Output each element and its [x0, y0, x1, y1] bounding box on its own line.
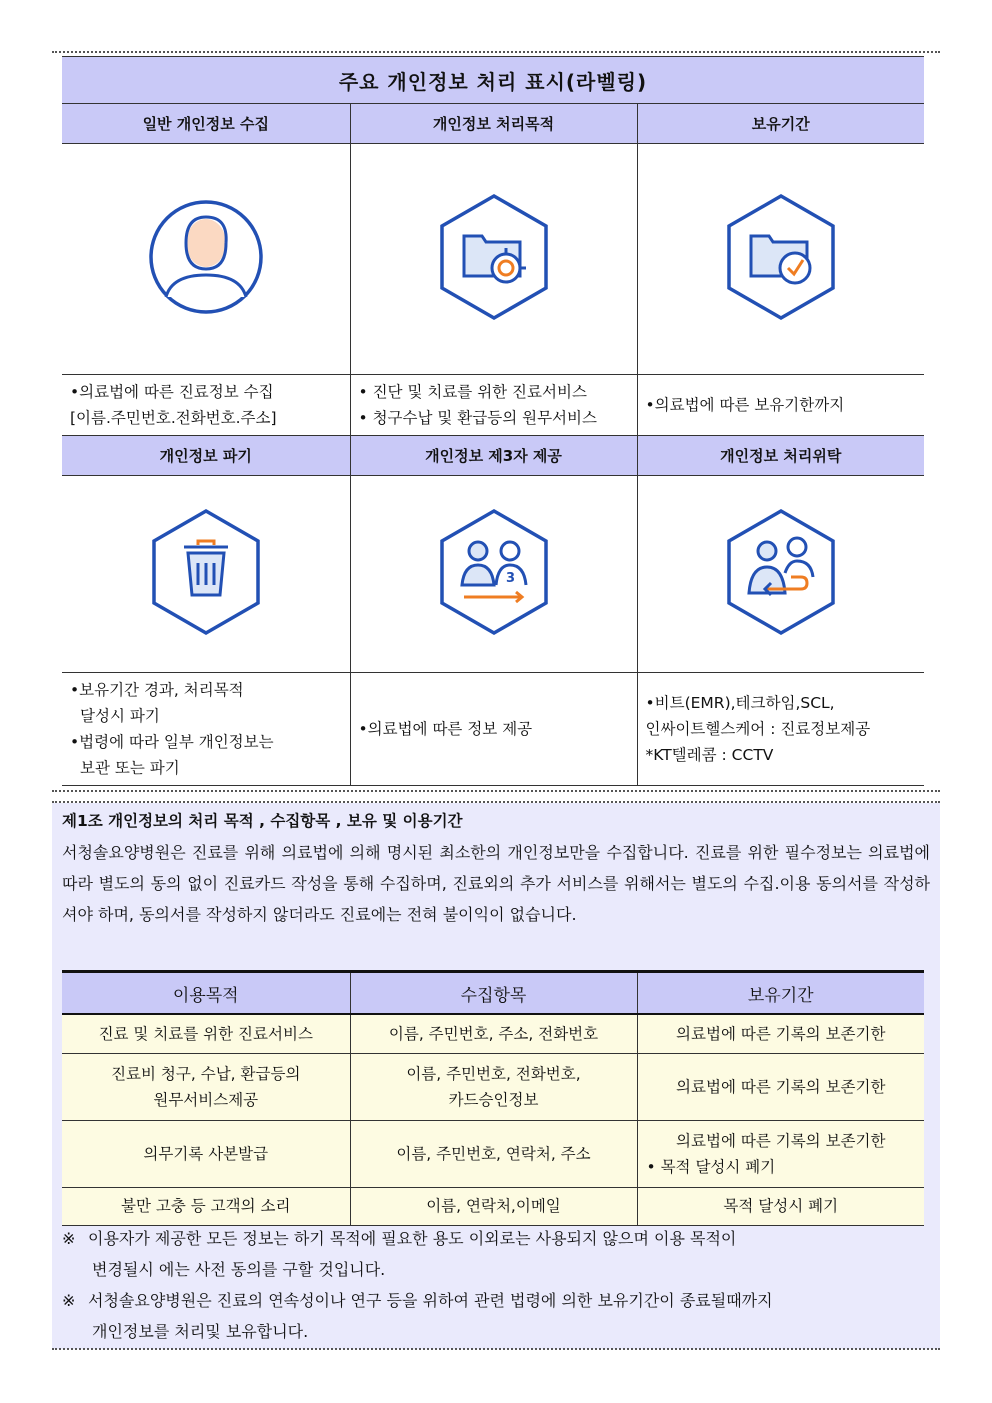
desc-third-party: [350, 673, 637, 786]
table-cell: [350, 1053, 637, 1120]
note-item: [62, 1223, 932, 1285]
note-line: 이용자가 제공한 모든 정보는 하기 목적에 필요한 용도 이외로는 사용되지 않으며 이용 목적이: [88, 1229, 737, 1248]
article-title: 제1조 개인정보의 처리 목적 , 수집항목 , 보유 및 이용기간: [62, 812, 463, 830]
note-line: 변경될시 에는 사전 동의를 구할 것입니다.: [92, 1260, 386, 1279]
header-collection: 일반 개인정보 수집: [62, 104, 350, 144]
desc-outsourcing: [637, 673, 924, 786]
table-cell: 의료법에 따른 기록의 보존기한: [637, 1053, 924, 1120]
table-cell: [637, 1120, 924, 1187]
table-cell: 목적 달성시 폐기: [637, 1187, 924, 1225]
bottom-dotted-divider: [52, 1348, 940, 1350]
header-third-party: 개인정보 제3자 제공: [350, 436, 637, 476]
desc-line: •의료법에 따른 보유기한까지: [645, 396, 845, 414]
cell-line: 진료비 청구, 수납, 환급등의: [111, 1064, 301, 1083]
usage-table: [62, 970, 924, 1226]
desc-line: 달성시 파기: [80, 707, 160, 725]
desc-line: 인싸이트헬스케어 : 진료정보제공: [645, 720, 871, 738]
note-line: 서청솔요양병원은 진료의 연속성이나 연구 등을 위하여 관련 법령에 의한 보유기간이 종료될때까지: [88, 1291, 773, 1310]
header-purpose: 개인정보 처리목적: [350, 104, 637, 144]
top-dotted-divider: [52, 51, 940, 53]
usage-header-items: 수집항목: [350, 972, 637, 1015]
icon-cell-collection: [62, 144, 350, 375]
table-cell: [62, 1053, 350, 1120]
cell-line: 원무서비스제공: [153, 1090, 259, 1109]
header-outsourcing: 개인정보 처리위탁: [637, 436, 924, 476]
note-mark: ※: [62, 1291, 76, 1310]
article-section: [52, 803, 940, 1349]
table-cell: 의무기록 사본발급: [62, 1120, 350, 1187]
desc-line: •의료법에 따른 정보 제공: [358, 720, 533, 738]
table-cell: 의료법에 따른 기록의 보존기한: [637, 1014, 924, 1053]
desc-purpose: [350, 375, 637, 436]
folder-clock-icon: [721, 192, 841, 322]
middle-dotted-divider: [52, 790, 940, 792]
table-cell: 이름, 주민번호, 주소, 전화번호: [350, 1014, 637, 1053]
third-party-icon: [434, 507, 554, 637]
labeling-table: [62, 56, 924, 786]
table-cell: 불만 고충 등 고객의 소리: [62, 1187, 350, 1225]
desc-line: •보유기간 경과, 처리목적: [70, 681, 244, 699]
article-body: 서청솔요양병원은 진료를 위해 의료법에 의해 명시된 최소한의 개인정보만을 수집합니다. 진료를 위한 필수정보는 의료법에 따라 별도의 동의 없이 진료카드 작성을 통해 수집하며, 진료외의 추가 서비스를 위해서는 별도의 수집.이용 동의서를 작성하셔야 하며, 동의서를 작성하지 않더라도 진료에는 전혀 불이익이 없습니다.: [62, 843, 930, 924]
icon-cell-destruction: [62, 476, 350, 673]
icon-cell-purpose: [350, 144, 637, 375]
icon-cell-outsourcing: [637, 476, 924, 673]
desc-line: [이름.주민번호.전화번호.주소]: [70, 409, 277, 427]
table-cell: 진료 및 치료를 위한 진료서비스: [62, 1014, 350, 1053]
cell-line: 이름, 주민번호, 전화번호,: [406, 1064, 581, 1083]
svg-text:3: 3: [505, 571, 515, 586]
folder-target-icon: [434, 192, 554, 322]
table-row: [62, 1187, 924, 1225]
desc-line: 보관 또는 파기: [80, 759, 180, 777]
note-line: 개인정보를 처리및 보유합니다.: [92, 1322, 309, 1341]
icon-cell-retention: [637, 144, 924, 375]
cell-line: 의료법에 따른 기록의 보존기한: [676, 1131, 886, 1150]
labeling-title: 주요 개인정보 처리 표시(라벨링): [62, 57, 924, 104]
desc-retention: [637, 375, 924, 436]
desc-destruction: [62, 673, 350, 786]
header-destruction: 개인정보 파기: [62, 436, 350, 476]
notes: [62, 1223, 932, 1347]
table-cell: 이름, 주민번호, 연락처, 주소: [350, 1120, 637, 1187]
cell-line: 카드승인정보: [448, 1090, 539, 1109]
desc-line: • 청구수납 및 환급등의 원무서비스: [358, 409, 597, 427]
desc-line: •비트(EMR),테크하임,SCL,: [645, 694, 835, 712]
icon-cell-third-party: [350, 476, 637, 673]
note-mark: ※: [62, 1229, 76, 1248]
desc-line: *KT텔레콤 : CCTV: [645, 746, 774, 764]
cell-line: • 목적 달성시 폐기: [646, 1157, 776, 1176]
usage-header-retention: 보유기간: [637, 972, 924, 1015]
table-row: [62, 1014, 924, 1053]
outsourcing-icon: [721, 507, 841, 637]
trash-icon: [146, 507, 266, 637]
usage-header-purpose: 이용목적: [62, 972, 350, 1015]
header-retention: 보유기간: [637, 104, 924, 144]
person-icon: [146, 197, 266, 317]
table-cell: 이름, 연락처,이메일: [350, 1187, 637, 1225]
table-row: [62, 1053, 924, 1120]
table-row: [62, 1120, 924, 1187]
desc-collection: [62, 375, 350, 436]
desc-line: •의료법에 따른 진료정보 수집: [70, 383, 274, 401]
desc-line: • 진단 및 치료를 위한 진료서비스: [358, 383, 587, 401]
desc-line: •법령에 따라 일부 개인정보는: [70, 733, 274, 751]
note-item: [62, 1285, 932, 1347]
